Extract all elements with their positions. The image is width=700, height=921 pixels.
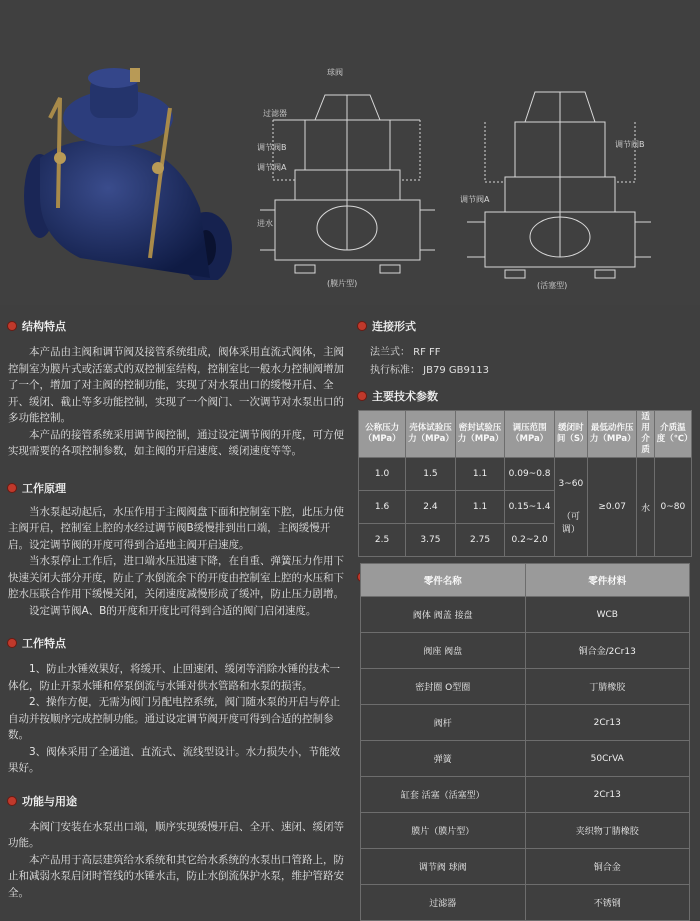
spec-cell: 2.4 [406, 491, 456, 524]
standard: 执行标准： JB79 GB9113 [370, 365, 489, 376]
usage-p1: 本阀门安装在水泵出口端，顺序实现缓慢开启、全开、速闭、缓闭等功能。 [8, 820, 344, 849]
part-name: 缸套 活塞（活塞型） [361, 777, 526, 812]
structure-title: 结构特点 [22, 320, 66, 333]
principle-p1: 当水泵起动起后，水压作用于主阀阀盘下面和控制室下腔，此压力使主阀开启，控制室上腔的水经过调节阀B缓慢排到出口端，主阀缓慢开启。设定调节阀的开度可得到合适地主阀开启速度。 [8, 505, 344, 551]
spec-cell: 1.1 [455, 458, 505, 491]
medium: 水 [637, 458, 654, 557]
spec-cell: 1.6 [359, 491, 406, 524]
diagram-label-inlet: 进水 [257, 219, 273, 228]
close-time-cell [554, 458, 587, 557]
part-name: 密封圈 O型圈 [361, 669, 526, 704]
structure-p1: 本产品由主阀和调节阀及接管系统组成，阀体采用直流式阀体，主阀控制室为膜片式或活塞式的双控制室结构，控制室比一般水力控制阀增加了一个，增加了对主阀的控制功能，实现了对水泵出口的缓慢开启、全开、缓闭、截止等多功能控制，实现了一个阀门、一次调节对水泵出口的多功能控制。 [8, 346, 344, 424]
bullet-icon [8, 639, 16, 647]
diagram-label-filter: 过滤器 [263, 109, 287, 118]
parts-header: 零件名称 [361, 564, 526, 596]
min-pressure: ≥0.07 [587, 458, 637, 557]
table-row [360, 633, 690, 669]
diagram-label-ballvalve: 球阀 [327, 68, 343, 77]
close-time-note: （可调） [561, 512, 580, 535]
spec-header: 最低动作压力（MPa） [587, 411, 637, 458]
features-p3: 3、阀体采用了全通道、直流式、流线型设计。水力损失小，节能效果好。 [8, 745, 341, 774]
spec-heading [358, 388, 694, 404]
connection-heading [358, 318, 694, 334]
spec-cell: 0.2~2.0 [505, 524, 554, 557]
table-row [360, 777, 690, 813]
valve-photo [20, 58, 242, 280]
spec-table [358, 410, 692, 557]
principle-title: 工作原理 [22, 481, 66, 495]
usage-title: 功能与用途 [22, 794, 77, 808]
principle-p2: 当水泵停止工作后，进口端水压迅速下降，在自重、弹簧压力作用下快速关闭大部分开度，防止了水倒流余下的开度由控制室上腔的水压和下腔水压联合作用下缓慢关闭，关闭速度减慢形成了缓冲，防止压力剧增。 [8, 555, 344, 600]
table-row [360, 669, 690, 705]
connection-title: 连接形式 [372, 320, 416, 333]
features-heading [8, 635, 348, 651]
features-p1: 1、防止水锤效果好，将缓开、止回速闭、缓闭等消除水锤的技术一体化，防止开泵水锤和停泵倒流与水锤对供水管路和水泵的损害。 [8, 663, 341, 692]
usage-p2: 本产品用于高层建筑给水系统和其它给水系统的水泵出口管路上，防止和减弱水泵启闭时管线的水锤水击，防止水倒流保护水泵，维护管路安全。 [8, 853, 344, 899]
part-material: 夹织物丁腈橡胶 [575, 827, 639, 837]
part-name: 过滤器 [361, 885, 526, 920]
usage-heading [8, 793, 348, 809]
parts-header-row [360, 563, 690, 597]
spec-header: 适用介质 [637, 411, 654, 458]
part-material: 铜合金 [593, 863, 621, 873]
bullet-icon [8, 797, 16, 805]
part-name: 弹簧 [361, 741, 526, 776]
spec-cell: 2.75 [455, 524, 505, 557]
product-figures [0, 0, 700, 305]
bullet-icon [8, 484, 16, 492]
spec-title: 主要技术参数 [372, 390, 438, 403]
part-material: 丁腈橡胶 [589, 683, 626, 693]
piston-type-diagram [455, 62, 655, 292]
diagram-label-valve-b: 调节阀B [257, 143, 287, 152]
part-name: 调节阀 球阀 [361, 849, 526, 884]
spec-header: 介质温度（℃） [654, 411, 691, 458]
right-column [358, 318, 694, 585]
part-name: 阀杆 [361, 705, 526, 740]
close-time: 3~60 [558, 479, 584, 489]
spec-cell: 1.5 [406, 458, 456, 491]
spec-cell: 3.75 [406, 524, 456, 557]
spec-header: 壳体试验压力（MPa） [406, 411, 456, 458]
features-title: 工作特点 [22, 637, 66, 650]
diagram-label-valve-a: 调节阀A [257, 163, 287, 172]
part-name: 膜片（膜片型） [361, 813, 526, 848]
spec-header: 公称压力（MPa） [359, 411, 406, 458]
left-column [8, 318, 348, 901]
spec-header: 密封试验压力（MPa） [455, 411, 505, 458]
bullet-icon [8, 322, 16, 330]
bullet-icon [358, 392, 366, 400]
table-row [360, 597, 690, 633]
part-material: 不锈钢 [593, 899, 621, 909]
spec-header: 缓闭时间（S） [554, 411, 587, 458]
part-name: 阀座 阀盘 [361, 633, 526, 668]
spec-cell: 0.09~0.8 [505, 458, 554, 491]
spec-cell: 2.5 [359, 524, 406, 557]
table-row [360, 885, 690, 921]
part-name: 阀体 阀盖 接盘 [361, 597, 526, 632]
part-material: 50CrVA [590, 753, 624, 764]
parts-header: 零件材料 [588, 576, 627, 587]
part-material: 2Cr13 [593, 789, 621, 800]
parts-table [360, 563, 690, 921]
temperature: 0~80 [654, 458, 691, 557]
diagram-caption-diaphragm: (膜片型) [327, 279, 358, 288]
table-row [360, 705, 690, 741]
diagram-label-valve-a-2: 调节阀A [460, 195, 490, 204]
spec-cell: 0.15~1.4 [505, 491, 554, 524]
flange-type: 法兰式： RF FF [370, 347, 441, 358]
diaphragm-type-diagram [255, 50, 440, 290]
spec-header: 调压范围（MPa） [505, 411, 554, 458]
part-material: 2Cr13 [593, 717, 621, 728]
spec-cell: 1.1 [455, 491, 505, 524]
structure-heading [8, 318, 348, 334]
principle-p3: 设定调节阀A、B的开度和开度比可得到合适的阀门启闭速度。 [29, 604, 317, 617]
table-row [360, 849, 690, 885]
part-material: 铜合金/2Cr13 [578, 647, 636, 657]
table-row [360, 741, 690, 777]
diagram-label-valve-b-2: 调节阀B [615, 140, 645, 149]
features-p2: 2、操作方便，无需为阀门另配电控系统，阀门随水泵的开启与停止自动并按顺序完成控制功能。通过设定调节阀开度可得到合适的控制参数。 [8, 696, 341, 741]
bullet-icon [358, 322, 366, 330]
diagram-caption-piston: (活塞型) [537, 281, 568, 290]
spec-cell: 1.0 [359, 458, 406, 491]
structure-p2: 本产品的接管系统采用调节阀控制，通过设定调节阀的开度，可方便实现需要的各项控制参数，如主阀的开启速度、缓闭速度等等。 [8, 428, 344, 457]
table-row [360, 813, 690, 849]
principle-heading [8, 480, 348, 496]
part-material: WCB [596, 609, 618, 620]
